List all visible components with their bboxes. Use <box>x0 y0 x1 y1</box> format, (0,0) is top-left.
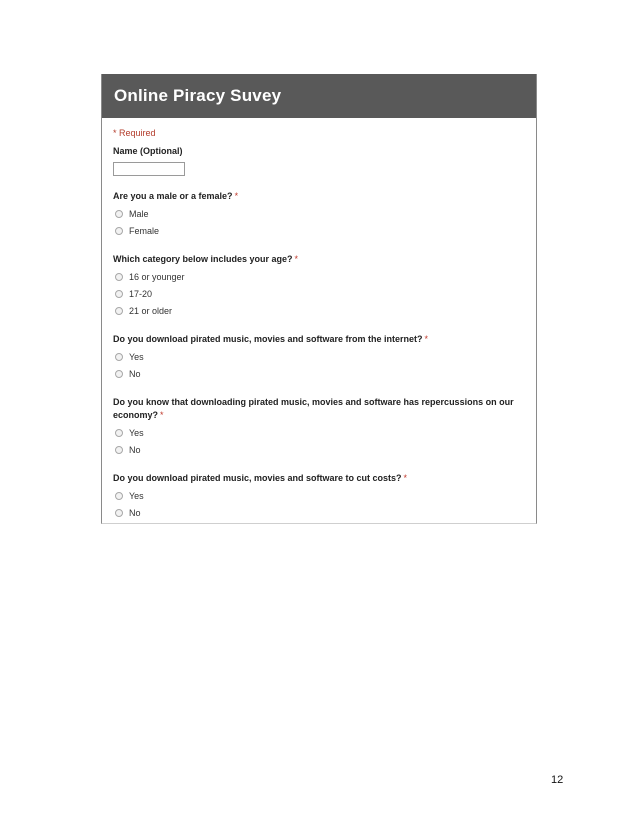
question-text: Do you know that downloading pirated music, movies and software has repercussions on our economy? <box>113 397 514 420</box>
option-17-20[interactable] <box>113 286 536 302</box>
option-label: No <box>129 445 141 455</box>
option-label: Male <box>129 209 149 219</box>
option-label: 17-20 <box>129 289 153 299</box>
required-asterisk: * <box>160 410 164 420</box>
question-age <box>113 253 536 319</box>
radio-button[interactable] <box>115 429 123 437</box>
option-21-or-older[interactable] <box>113 303 536 319</box>
option-label: Yes <box>129 352 144 362</box>
option-no[interactable] <box>113 366 536 382</box>
page-number: 12 <box>551 774 564 786</box>
option-label: 16 or younger <box>129 272 185 282</box>
question-gender <box>113 190 536 239</box>
name-label: Name (Optional) <box>113 146 183 156</box>
option-yes[interactable] <box>113 425 536 441</box>
question-text: Do you download pirated music, movies and software from the internet? <box>113 334 423 344</box>
option-label: No <box>129 508 141 518</box>
question-label <box>113 396 536 422</box>
required-asterisk: * <box>294 254 299 264</box>
option-female[interactable] <box>113 223 536 239</box>
question-label <box>113 472 536 485</box>
radio-button[interactable] <box>115 509 123 517</box>
question-text: Do you download pirated music, movies and software to cut costs? <box>113 473 402 483</box>
option-no[interactable] <box>113 505 536 521</box>
required-asterisk: * <box>403 473 408 483</box>
option-label: 21 or older <box>129 306 173 316</box>
option-yes[interactable] <box>113 488 536 504</box>
form-title: Online Piracy Suvey <box>114 86 282 105</box>
option-yes[interactable] <box>113 349 536 365</box>
required-note: * Required <box>113 128 156 138</box>
radio-button[interactable] <box>115 492 123 500</box>
option-label: No <box>129 369 141 379</box>
radio-button[interactable] <box>115 290 123 298</box>
option-no[interactable] <box>113 442 536 458</box>
radio-button[interactable] <box>115 307 123 315</box>
option-16-or-younger[interactable] <box>113 269 536 285</box>
radio-button[interactable] <box>115 446 123 454</box>
option-label: Female <box>129 226 160 236</box>
option-label: Yes <box>129 428 144 438</box>
radio-button[interactable] <box>115 370 123 378</box>
form-header <box>102 74 536 118</box>
question-name <box>113 145 536 176</box>
question-download-pirated <box>113 333 536 382</box>
radio-button[interactable] <box>115 210 123 218</box>
option-male[interactable] <box>113 206 536 222</box>
option-label: Yes <box>129 491 144 501</box>
required-asterisk: * <box>234 191 239 201</box>
form-body <box>102 118 536 521</box>
question-cut-costs <box>113 472 536 521</box>
radio-button[interactable] <box>115 353 123 361</box>
radio-button[interactable] <box>115 273 123 281</box>
question-repercussions <box>113 396 536 458</box>
survey-form <box>101 74 537 524</box>
required-asterisk: * <box>424 334 429 344</box>
question-text: Which category below includes your age? <box>113 254 293 264</box>
name-input[interactable] <box>113 162 185 176</box>
question-label <box>113 333 536 346</box>
question-text: Are you a male or a female? <box>113 191 233 201</box>
radio-button[interactable] <box>115 227 123 235</box>
question-label <box>113 253 536 266</box>
question-label <box>113 190 536 203</box>
